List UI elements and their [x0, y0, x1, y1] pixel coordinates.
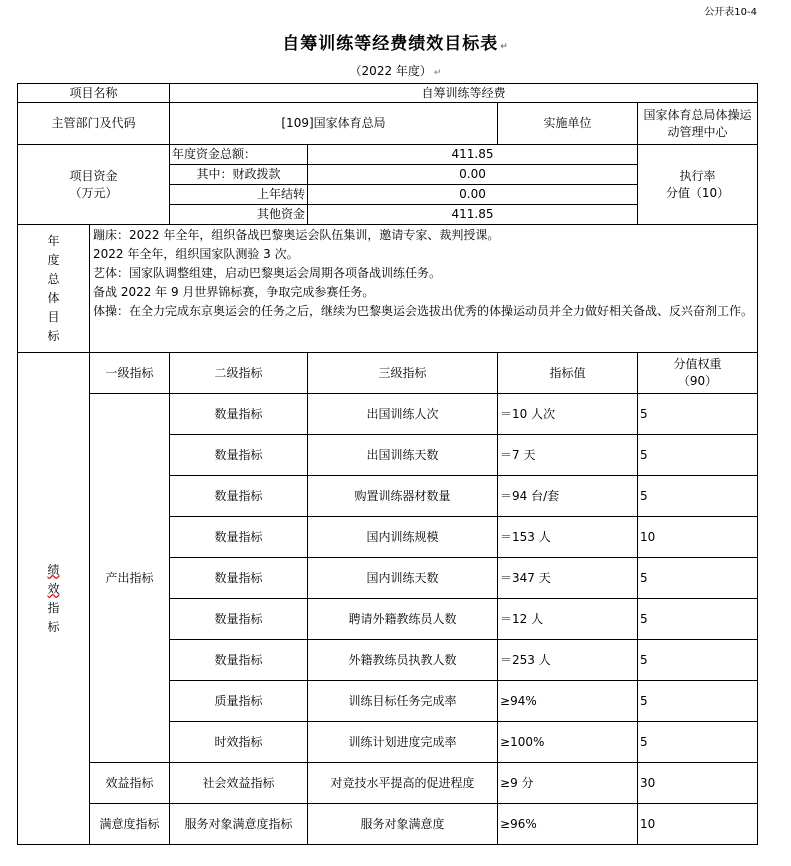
level3-cell: 国内训练规模	[308, 517, 498, 558]
level2-cell: 数量指标	[170, 435, 308, 476]
level3-cell: 外籍教练员执教人数	[308, 640, 498, 681]
level3-cell: 训练计划进度完成率	[308, 722, 498, 763]
other-value: 411.85	[308, 205, 638, 225]
indicators-section-label: 绩 效 指 标	[18, 353, 90, 845]
indicator-header-row	[18, 353, 758, 394]
project-name-row	[18, 84, 758, 103]
benefit-level2: 社会效益指标	[170, 763, 308, 804]
benefit-level1: 效益指标	[90, 763, 170, 804]
value-cell: ＝347 天	[498, 558, 638, 599]
goals-label: 年 度 总 体 目 标	[18, 225, 90, 353]
funds-total-row	[18, 145, 758, 165]
level3-cell: 聘请外籍教练员人数	[308, 599, 498, 640]
value-cell: ＝253 人	[498, 640, 638, 681]
level2-cell: 数量指标	[170, 476, 308, 517]
exec-rate: 执行率 分值（10）	[638, 145, 758, 225]
weight-cell: 10	[638, 517, 758, 558]
level2-cell: 数量指标	[170, 640, 308, 681]
satisfaction-value: ≥96%	[498, 804, 638, 845]
year-subtitle: （2022 年度） ↵	[349, 64, 442, 78]
table-row	[18, 394, 758, 435]
weight-cell: 5	[638, 640, 758, 681]
weight-cell: 5	[638, 558, 758, 599]
weight-cell: 5	[638, 435, 758, 476]
satisfaction-row	[18, 804, 758, 845]
satisfaction-level1: 满意度指标	[90, 804, 170, 845]
benefit-weight: 30	[638, 763, 758, 804]
value-cell: ＝7 天	[498, 435, 638, 476]
impl-value: 国家体育总局体操运动管理中心	[638, 103, 758, 145]
goals-row	[18, 225, 758, 353]
weight-cell: 5	[638, 394, 758, 435]
dept-row	[18, 103, 758, 145]
level2-cell: 数量指标	[170, 394, 308, 435]
value-cell: ＝10 人次	[498, 394, 638, 435]
value-cell: ≥100%	[498, 722, 638, 763]
performance-table	[17, 83, 758, 845]
dept-label: 主管部门及代码	[18, 103, 170, 145]
page-title: 自筹训练等经费绩效目标表 ↵	[282, 34, 509, 54]
project-name-value: 自筹训练等经费	[170, 84, 758, 103]
value-cell: ＝12 人	[498, 599, 638, 640]
level3-cell: 出国训练天数	[308, 435, 498, 476]
funds-label: 项目资金 （万元）	[18, 145, 170, 225]
table-number: 公开表10-4	[704, 7, 757, 18]
header-level3: 三级指标	[308, 353, 498, 394]
level2-cell: 数量指标	[170, 558, 308, 599]
other-label: 其他资金	[170, 205, 308, 225]
total-label: 年度资金总额：	[170, 145, 308, 165]
total-value: 411.85	[308, 145, 638, 165]
header-level1: 一级指标	[90, 353, 170, 394]
header-value: 指标值	[498, 353, 638, 394]
value-cell: ＝94 台/套	[498, 476, 638, 517]
fiscal-label: 其中：财政拨款	[170, 165, 308, 185]
level2-cell: 数量指标	[170, 599, 308, 640]
benefit-level3: 对竞技水平提高的促进程度	[308, 763, 498, 804]
weight-cell: 5	[638, 722, 758, 763]
satisfaction-level3: 服务对象满意度	[308, 804, 498, 845]
weight-cell: 5	[638, 476, 758, 517]
level3-cell: 出国训练人次	[308, 394, 498, 435]
benefit-value: ≥9 分	[498, 763, 638, 804]
goals-content: 蹦床：2022 年全年，组织备战巴黎奥运会队伍集训，邀请专家、裁判授课。 2022 年全年，组织国家队测验 3 次。 艺体：国家队调整组建，启动巴黎奥运会周期各项备战训练任务。 备战 2022 年 9 月世界锦标赛，争取完成参赛任务。 体操：在全力完成东京奥运会的任务之后，继续为巴黎奥运会选拔出优秀的体操运动员并全力做好相关备战、反兴奋剂工作。	[90, 225, 758, 353]
satisfaction-level2: 服务对象满意度指标	[170, 804, 308, 845]
dept-value: [109]国家体育总局	[170, 103, 498, 145]
fiscal-value: 0.00	[308, 165, 638, 185]
impl-label: 实施单位	[498, 103, 638, 145]
carry-label: 上年结转	[170, 185, 308, 205]
header-weight: 分值权重 （90）	[638, 353, 758, 394]
level3-cell: 国内训练天数	[308, 558, 498, 599]
weight-cell: 5	[638, 599, 758, 640]
level2-cell: 数量指标	[170, 517, 308, 558]
value-cell: ＝153 人	[498, 517, 638, 558]
value-cell: ≥94%	[498, 681, 638, 722]
level2-cell: 质量指标	[170, 681, 308, 722]
weight-cell: 5	[638, 681, 758, 722]
benefit-row	[18, 763, 758, 804]
level3-cell: 训练目标任务完成率	[308, 681, 498, 722]
output-indicator-label: 产出指标	[90, 394, 170, 763]
satisfaction-weight: 10	[638, 804, 758, 845]
level2-cell: 时效指标	[170, 722, 308, 763]
level3-cell: 购置训练器材数量	[308, 476, 498, 517]
carry-value: 0.00	[308, 185, 638, 205]
project-name-label: 项目名称	[18, 84, 170, 103]
header-level2: 二级指标	[170, 353, 308, 394]
